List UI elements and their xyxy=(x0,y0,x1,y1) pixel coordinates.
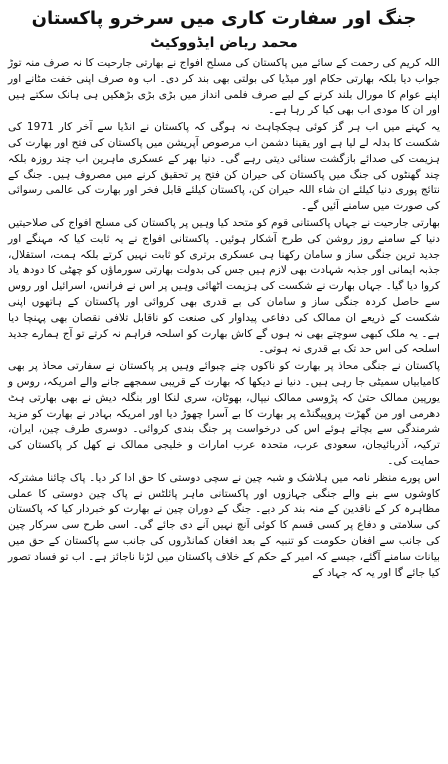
article-body xyxy=(8,56,440,581)
article-paragraph: اللہ کریم کی رحمت کے سائے میں پاکستان کی مسلح افواج نے بھارتی جارحیت کا نہ صرف منہ توڑ جواب دیا بلکہ بھارتی حکام اور میڈیا کی بولتی بھی بند کر دی۔ اب وہ صرف اپنی خفت مٹانے اور اپنے عوام کا مورال بلند کرنے کے لیے صرف فلمی انداز میں بڑی بڑی بڑھکیں ہی ہانک سکتے ہیں اور ان کا مودی اب بھی کیا کر رہا ہے۔ xyxy=(8,57,440,117)
article-byline: محمد ریاض ایڈووکیٹ xyxy=(150,35,298,51)
article-paragraph: اس پورے منظر نامہ میں ہلاشک و شبہ چین نے سچی دوستی کا حق ادا کر دیا۔ پاک چائنا مشترکہ کاوشوں سے بنے والے جنگی جہازوں اور پاکستانی ماہر پائلٹس نے پاک چین دوستی کا عملی مظاہرہ کر کے ناقدین کے منہ بند کر دیے۔ جنگ کے دوران چین نے بھارت کو خبردار کیا کہ پاکستان کی سلامتی و دفاع پر کسی قسم کا کوئی آنچ نہیں آنے دی جائے گی۔ اسی طرح سی سرکار چین کی جانب سے افغان حکومت کو تنبیہ کے بعد افغان کمانڈروں کی جانب سے پاکستان کے حق میں بیانات سامنے آگئے، جیسے کہ امیر کے حکم کے خلاف پاکستان میں لڑنا ناجائز ہے۔ اب تو فساد تصور کیا جائے گا اور یہ کہ جہاد کے xyxy=(8,471,440,579)
article-paragraph: پاکستان نے جنگی محاذ پر بھارت کو ناکوں چنے چبوائے وہیں پر پاکستان نے سفارتی محاذ پر بھی کامیابیاں سمیٹی جا رہی ہیں۔ دنیا نے دیکھا کہ بھارت کے قریبی سمجھے جانے والے امریکہ، روس و یورپین ممالک حتیٰ کہ پڑوسی ممالک نیپال، بھوٹان، سری لنکا اور بنگلہ دیش نے بھی بھارتی ہٹ دھرمی اور من گھڑت پروپیگنڈے پر بھارت کا بے آسرا چھوڑ دیا اور امریکہ بہادر نے بھارت کو مزید شرمندگی سے بچاتے ہوئے اس کی درخواست پر جنگ بندی کروائی۔ دوسری طرف چین، ایران، ترکیہ، آذربائیجان، سعودی عرب، متحدہ عرب امارات و خلیجی ممالک نے کھل کر پاکستان کی حمایت کی۔ xyxy=(8,360,440,467)
article-paragraph: بھارتی جارحیت نے جہاں پاکستانی قوم کو متحد کیا وہیں پر پاکستان کی مسلح افواج کی صلاحیتیں دنیا کے سامنے روز روشن کی طرح آشکار ہوئیں۔ پاکستانی افواج نے یہ ثابت کیا کہ مہنگے اور جدید ترین جنگی ساز و سامان رکھنا ہی عسکری برتری کو ثابت نہیں کرتے بلکہ ہمت، استقلال، جذبہ ایمانی اور جذبہ شہادت بھی لازم ہیں جس کی بدولت بھارتی سورماؤں کو چھٹی کا دودھ یاد کروا دیا گیا۔ جہاں بھارت نے شکست کی ہزیمت اٹھائی وہیں پر اس نے فرانس، اسرائیل اور روس سے حاصل کردہ جنگی ساز و سامان کی بے قدری بھی کروائی اور پاکستان کے ہاتھوں اپنی شکست کے ذریعے ان ممالک کی دفاعی پیداوار کی صنعت کو ناقابل تلافی نقصان بھی پہنچا دیا ہے۔ یہ ملک کبھی سوچتے بھی نہ ہوں گے کاش بھارت کو اسلحہ فراہم نہ کرتے تو آج ہمارے جدید اسلحہ کی اس حد تک بے قدری نہ ہوتی۔ xyxy=(8,216,440,356)
article-headline: جنگ اور سفارت کاری میں سرخرو پاکستان xyxy=(31,8,417,29)
article-paragraph: یہ کہنے میں اب ہر گز کوئی ہچکچاہٹ نہ ہوگی کہ پاکستان نے انڈیا سے آخر کار 1971 کی شکست کا بدلہ لے لیا ہے اور یقینا دشمن اب مرصوص آپریشن میں پاکستان کی فتح اور بھارت کی ہزیمت کی صدائے بازگشت سنائی دیتی رہے گی۔ دنیا بھر کے عسکری ماہرین اب چند روزہ بلکہ چند گھنٹوں کی جنگ میں پاکستان کی حیران کن فتح پر تحقیق کرنے میں مصروف ہیں۔ جنگ کے نتائج پوری دنیا کیلئے ان شاء اللہ حیران کن، پاکستان کیلئے قابل فخر اور بھارت کی عالمی رسوائی کی صورت میں سامنے آئیں گے۔ xyxy=(8,121,440,213)
